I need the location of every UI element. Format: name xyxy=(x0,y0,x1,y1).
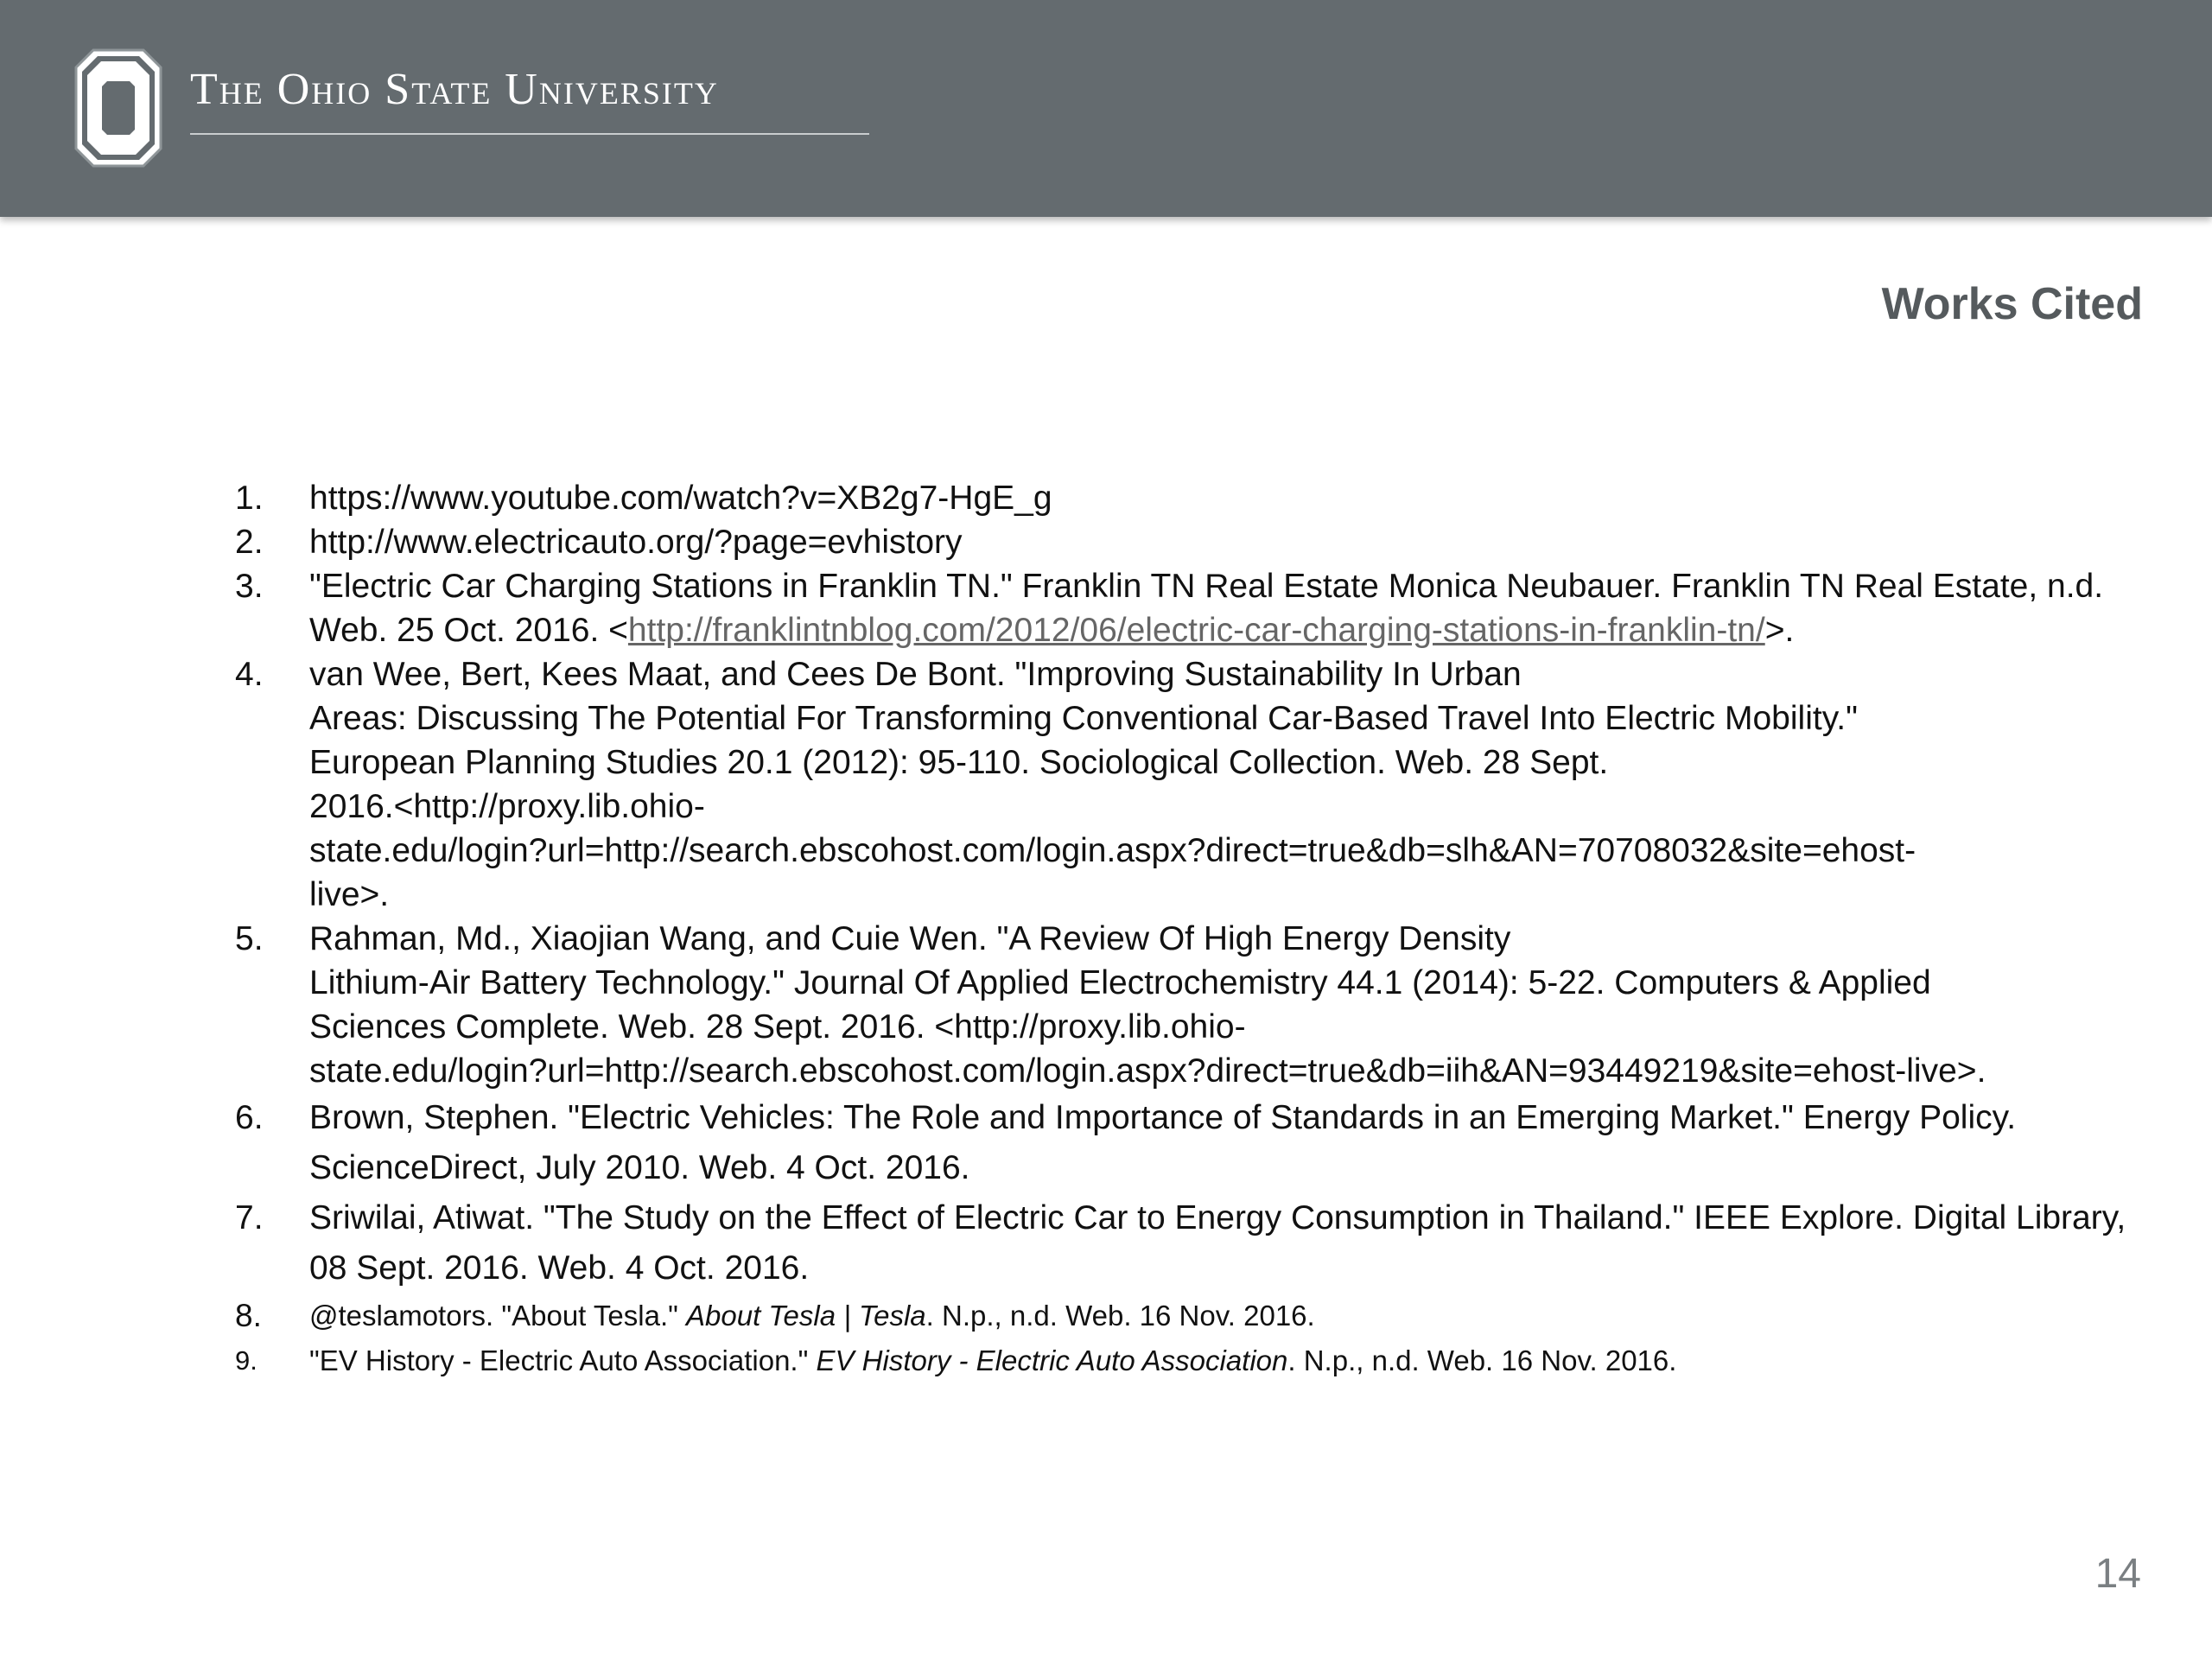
slide-title: Works Cited xyxy=(1881,279,2143,329)
citation-text xyxy=(309,1338,2160,1383)
citation-item xyxy=(233,476,2160,520)
citation-list xyxy=(233,476,2160,1383)
page-number: 14 xyxy=(2094,1551,2141,1597)
citation-item xyxy=(233,1294,2160,1338)
citation-italic-title: About Tesla | Tesla xyxy=(686,1300,926,1332)
citation-line: state.edu/login?url=http://search.ebscohost.com/login.aspx?direct=true&db=slh&AN=70708032&site=ehost- xyxy=(309,832,1916,869)
citation-line: European Planning Studies 20.1 (2012): 95-110. Sociological Collection. Web. 28 Sept. xyxy=(309,744,1609,781)
citation-text: Sriwilai, Atiwat. "The Study on the Effect of Electric Car to Energy Consumption in Thailand." IEEE Explore. Digital Library, 08 Sept. 2016. Web. 4 Oct. 2016. xyxy=(309,1199,2126,1287)
citation-item xyxy=(233,1193,2160,1294)
citation-line: live>. xyxy=(309,876,390,913)
citation-text: http://www.electricauto.org/?page=evhistory xyxy=(309,524,963,561)
citation-suffix: . N.p., n.d. Web. 16 Nov. 2016. xyxy=(1287,1344,1677,1376)
citation-number: 3. xyxy=(235,568,264,605)
citation-prefix: "EV History - Electric Auto Association." xyxy=(309,1344,817,1376)
citation-number: 2. xyxy=(235,524,264,561)
citation-text-after-link: >. xyxy=(1764,612,1795,649)
citation-number: 1. xyxy=(235,480,264,517)
citation-text xyxy=(309,652,2160,917)
block-o-logo-icon xyxy=(74,48,162,168)
citation-text: https://www.youtube.com/watch?v=XB2g7-HgE_g xyxy=(309,480,1052,517)
citation-prefix: @teslamotors. "About Tesla." xyxy=(309,1300,687,1332)
citation-line: state.edu/login?url=http://search.ebscohost.com/login.aspx?direct=true&db=iih&AN=93449219&site=ehost-live>. xyxy=(309,1052,1986,1090)
citation-text xyxy=(309,1294,2160,1338)
citation-link[interactable]: http://franklintnblog.com/2012/06/electric-car-charging-stations-in-franklin-tn/ xyxy=(627,612,1765,649)
citation-italic-title: EV History - Electric Auto Association xyxy=(816,1344,1288,1376)
citation-number: 4. xyxy=(235,656,264,693)
citation-line: 2016.<http://proxy.lib.ohio- xyxy=(309,788,705,825)
citation-text xyxy=(309,917,2160,1093)
citation-text: Brown, Stephen. "Electric Vehicles: The Role and Importance of Standards in an Emerging Market." Energy Policy. ScienceDirect, July 2010. Web. 4 Oct. 2016. xyxy=(309,1099,2017,1186)
citation-item xyxy=(233,520,2160,564)
citation-number: 6. xyxy=(235,1099,264,1136)
slide-header xyxy=(0,0,2212,217)
citation-item xyxy=(233,652,2160,917)
citation-line: van Wee, Bert, Kees Maat, and Cees De Bont. "Improving Sustainability In Urban xyxy=(309,656,1522,693)
citation-suffix: . N.p., n.d. Web. 16 Nov. 2016. xyxy=(925,1300,1315,1332)
citation-line: Lithium-Air Battery Technology." Journal Of Applied Electrochemistry 44.1 (2014): 5-22. Computers & Applied xyxy=(309,964,1931,1001)
university-wordmark: The Ohio State University xyxy=(190,65,719,114)
citation-number: 5. xyxy=(235,920,264,957)
wordmark-underline xyxy=(190,133,869,135)
citation-text xyxy=(309,564,2160,652)
citation-number: 7. xyxy=(235,1199,264,1236)
citation-line: Sciences Complete. Web. 28 Sept. 2016. <http://proxy.lib.ohio- xyxy=(309,1008,1246,1046)
citation-item xyxy=(233,564,2160,652)
citation-line: Areas: Discussing The Potential For Transforming Conventional Car-Based Travel Into Electric Mobility." xyxy=(309,700,1858,737)
citation-item xyxy=(233,917,2160,1093)
citation-number: 8. xyxy=(235,1298,262,1333)
citation-text-before-link: "Electric Car Charging Stations in Franklin TN." Franklin TN Real Estate Monica Neubauer. Franklin TN Real Estate, n.d. Web. 25 Oct. 2016. < xyxy=(309,568,2104,649)
citation-number: 9. xyxy=(235,1345,257,1376)
citation-line: Rahman, Md., Xiaojian Wang, and Cuie Wen. "A Review Of High Energy Density xyxy=(309,920,1511,957)
citation-item xyxy=(233,1338,2160,1383)
citation-item xyxy=(233,1093,2160,1193)
